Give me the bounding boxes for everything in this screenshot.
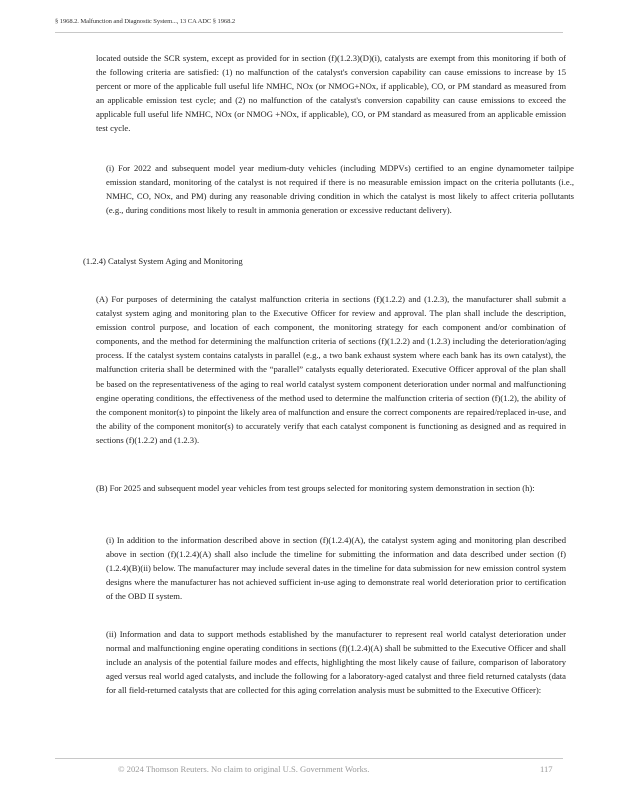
paragraph-a-aging-plan: (A) For purposes of determining the catalyst malfunction criteria in sections (f)(1.2.2) and (1.2.3), the manufacturer shall submit a catalyst system aging and monitoring plan to the Executive Officer for review and approval. The plan shall include the description, emission control purpose, and location of each component, the monitoring strategy for each component and/or combination of components, and the method for determining the malfunction criteria of sections (f)(1.2.2) and (1.2.3) including the deterioration/aging process. If the catalyst system contains catalysts in parallel (e.g., a two bank exhaust system where each bank has its own catalyst), the malfunction criteria shall be determined with the “parallel” catalysts equally deteriorated. Executive Officer approval of the plan shall be based on the representativeness of the aging to real world catalyst system component deterioration under normal and malfunctioning engine operating conditions, the effectiveness of the method used to determine the malfunction criteria of section (f)(1.2), the ability of the component monitor(s) to pinpoint the likely area of malfunction and ensure the correct components are repaired/replaced in-use, and the ability of the component monitor(s) to accurately verify that each catalyst component is functioning as designed and as required in sections (f)(1.2.2) and (1.2.3).: [96, 294, 566, 445]
section-heading-1-2-4: (1.2.4) Catalyst System Aging and Monitoring: [83, 256, 243, 266]
running-header: § 1968.2. Malfunction and Diagnostic System..., 13 CA ADC § 1968.2: [55, 18, 236, 25]
paragraph-b-ii-data: (ii) Information and data to support methods established by the manufacturer to represent real world catalyst deterioration under normal and malfunctioning engine operating conditions in sections (f)(1.2.4)(A) shall be submitted to the Executive Officer and shall include an analysis of the potential failure modes and effects, highlighting the most likely cause of failure, comparison of laboratory aged versus real world aged catalysts, and include the following for a laboratory-aged catalyst and three field returned catalysts (data for all field-returned catalysts that are collected for this aging correlation analysis must be submitted to the Executive Officer):: [106, 629, 566, 696]
paragraph-catalyst-exemption: located outside the SCR system, except as provided for in section (f)(1.2.3)(D)(i), catalysts are exempt from this monitoring if both of the following criteria are satisfied: (1) no malfunction of the catalyst's conversion capability can cause emissions to increase by 15 percent or more of the applicable full useful life NMHC, NOx (or NMOG+NOx, if applicable), CO, or PM standard as measured from an applicable emission test cycle; and (2) no malfunction of the catalyst's conversion capability can cause emissions to exceed the applicable full useful life NMHC, NOx (or NMOG +NOx, if applicable), CO, or PM standard as measured from an applicable emission test cycle.: [96, 53, 566, 134]
paragraph-i-medium-duty: (i) For 2022 and subsequent model year medium-duty vehicles (including MDPVs) certified to an engine dynamometer tailpipe emission standard, monitoring of the catalyst is not required if there is no measurable emission impact on the criteria pollutants (i.e., NMHC, CO, NOx, and PM) during any reasonable driving condition in which the catalyst is most likely to affect criteria pollutants (e.g., during conditions most likely to result in ammonia generation or excessive reductant delivery).: [106, 163, 574, 216]
paragraph-b-2025: (B) For 2025 and subsequent model year vehicles from test groups selected for monitoring system demonstration in section (h):: [96, 483, 535, 493]
paragraph-b-i-timeline: (i) In addition to the information described above in section (f)(1.2.4)(A), the catalyst system aging and monitoring plan described above in section (f)(1.2.4)(A) shall also include the timeline for submitting the information and data described under section (f)(1.2.4)(B)(ii) below. The manufacturer may include several dates in the timeline for data submission for new emission control system designs where the manufacturer has not achieved sufficient in-use aging to demonstrate real world deterioration prior to certification of the OBD II system.: [106, 535, 566, 602]
header-divider: [55, 32, 563, 33]
footer-divider: [55, 758, 563, 759]
page-number: 117: [540, 764, 553, 774]
footer-copyright: © 2024 Thomson Reuters. No claim to original U.S. Government Works.: [118, 764, 370, 774]
